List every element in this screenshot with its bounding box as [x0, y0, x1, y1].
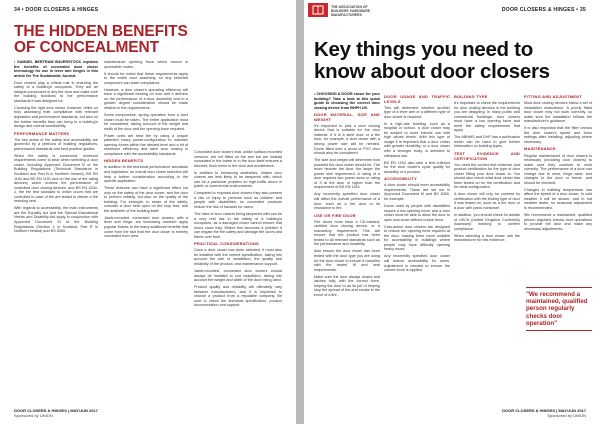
footer-title: DOOR CLOSERS & HINGES | MAY/JUN 2017 — [14, 408, 98, 413]
body-paragraph: Once a door closer has been selected, it must also be installed with the correct specification, taking into account the size of installation, the quality and reliability of the product, and maintenance support. — [194, 248, 282, 267]
footer-sponsor: Sponsored by UNION — [547, 413, 586, 418]
body-paragraph: It should be noted that these requirements apply to the entire door assembly, so any selected component can claim compliance. — [104, 71, 188, 85]
title-line: THE HIDDEN BENEFITS — [14, 23, 188, 40]
running-head: DOOR CLOSERS & HINGES • 35 — [501, 7, 586, 13]
footer-sponsor: Sponsored by UNION — [14, 413, 53, 418]
body-paragraph: Compared to exposed door closers they also present a risk of injury to persons such as children and people with disabilities, so concealed products reduce the risk of hazards for users. — [194, 191, 282, 210]
body-paragraph: Concealed door closers that, unlike surface-mounted versions, are not fitted on the arm but are instead concealed in the frame or in the door itself ensures a discreet, flush finish to the door and architecture. — [194, 150, 282, 168]
body-paragraph: A door closer should meet accessibility requirements. These are set out in Approved Document M and BS 8300, for example. — [384, 183, 450, 201]
article-title — [14, 24, 264, 56]
body-paragraph: Jamb-mounted, concealed door closers should always be installed to suit installation, taking into account the weight and width of the door being used. — [194, 269, 282, 283]
body-paragraph: In addition, you should check for details of UKCA (United Kingdom Conformity Assessed) marking to confirm compliance. — [454, 213, 520, 231]
pull-quote: "We recommend a maintained, qualified person regularly checks door operation" — [526, 287, 592, 331]
body-paragraph: When selecting a door closer, ask the manufacturer for this evidence. — [454, 233, 520, 243]
column-2 — [384, 92, 450, 275]
section-heading: PERFORMANCE MATTERS — [14, 130, 70, 136]
title-line: know about door closers — [314, 60, 550, 83]
body-paragraph: Any incorrectly specified door closer will reduce accessibility for users. Adjustment is needed to ensure the correct force is applied. — [384, 254, 450, 273]
body-paragraph: With regards to accessibility, the main instruments are the Equality Act and the Special Educational Needs and Disability Act apply in conjunction with Approved Document M of the Building Regulations (Section 4 in Scotland, Part R in Northern Ireland) and BS 8300. — [14, 206, 98, 234]
body-paragraph: Fire doors must have a CE-marked, certified door closing device, or a mandatory requirement. This will ensure that the product has been tested to all relevant standards such as fire performance and durability. — [314, 219, 380, 247]
title-line: Key things you need to — [314, 38, 533, 61]
body-paragraph: Make sure the door always closes and latches fully, with the correct force, helping the door to do its job of helping stop the spread of fire and smoke in the event of a fire. — [314, 274, 380, 297]
body-paragraph: The size and weight will determine how powerful the door closer should be. The more heavier the door, the larger the power size requirement. A rating of a door requires two power sizes or rating of 3 at the door or higher than the requirement of BS EN 1154. — [314, 158, 380, 190]
body-paragraph: BS EN 1154 also sets a test criterion for the door closer's cycle quality for durability of a product. — [384, 160, 450, 174]
body-paragraph: Product quality and reliability will ultimately vary between manufacturers, and it is important to choose a product from a reputable company. Be sure to check the technical specification, product documentation and support. — [194, 285, 282, 308]
section-heading: BUILDING TYPE — [454, 94, 488, 99]
section-heading: PRACTICAL CONSIDERATIONS — [194, 241, 259, 247]
page-footer — [14, 408, 98, 418]
body-paragraph: Any incorrectly specified door closer will affect the overall performance of a door, such as a fire door or its resistance to fire. — [314, 192, 380, 211]
logo-wordmark: THE ASSOCIATION OF BUILDERS' HARDWARE MANUFACTURERS — [331, 5, 371, 18]
body-paragraph: Some compromise, spring operation from a door closer must be taken. The entire application must be considered, taking account of the weight and width of the door and the opening force required. — [104, 112, 188, 131]
footer-title: DOOR CLOSERS & HINGES | MAY/JUN 2017 — [502, 408, 586, 413]
column-1 — [14, 60, 98, 236]
section-heading: ACCESSIBILITY — [384, 176, 418, 182]
left-page — [0, 0, 296, 424]
running-head: 34 • DOOR CLOSERS & HINGES — [14, 7, 99, 13]
column-3 — [454, 92, 520, 245]
body-paragraph: It's important to check the requirements for door closing devices in the building you are designing. In many public and commercial buildings, door closers must have a low opening force and meet the safety requirements that apply. — [454, 101, 520, 133]
article-title — [314, 39, 594, 83]
right-page — [304, 0, 600, 424]
section-heading: FITTING AND ADJUSTMENT — [524, 94, 582, 99]
body-paragraph: Jamb-mounted, concealed door closers, with a lever arm hinge, are increasing however apply popular thanks to the many additional benefits that come from the fact that the door closer is entirely concealed from view. — [104, 215, 188, 239]
body-paragraph: This will determine whether another type of a lever arm or a different type of door closer is required. — [384, 105, 450, 119]
column-2 — [104, 60, 188, 241]
body-paragraph: The ABHMS and DHF has a publication which can be used to give further information on building types. — [454, 135, 520, 149]
section-heading: DOOR MATERIAL, SIZE AND WEIGHT — [314, 112, 380, 122]
body-paragraph: Most door closing devices follow a set of installation instructions. A poorly fitted door closer may not work correctly, so make sure the installation follows the manufacturer's guidance. — [524, 101, 592, 124]
body-paragraph: The key areas of fire safety and accessibility are governed by a plethora of building regulations, performance standards and best practice guides. — [14, 137, 98, 151]
standfirst: • SAMUEL BERTRAM BAVERSTOCK explains the benefits of concealed door closer technology for use in lever arm hinges in this article for The Sustainable Journal. — [14, 60, 98, 78]
body-paragraph: Choosing the right door closer, however, relies on truly assessing their compliance with relevant legislation and performance standards, but also on the further benefits they can bring to a building's design and overall accessibility. — [14, 105, 99, 129]
body-paragraph: It is also important that the fitter checks the door closer's speed and force settings after installing, adjusting where necessary. — [524, 126, 592, 144]
body-paragraph: Also ensure the door closer has been tested with the door type you are using for the door closer to ensure it complies with the tested fit and seal requirements. — [314, 249, 380, 272]
body-paragraph: Cam-action door closers are designed to reduce the opening force required at the door, making them more suitable for accessibility in buildings where people may have difficulty opening heavy doors. — [384, 224, 450, 252]
body-paragraph: It's important to pick a door closing device that is suitable for the door material. If it is a steel door or a fire door, for example, a door closer with a strong power size will be needed. Doors fitted onto a wood or PVC door should also be considered. — [314, 123, 380, 156]
body-paragraph: In a high-use building, such as a hospital or school, a door closer may be subject to more intense use with high abuse levels. With this type of usage it is important that a door closer with greater durability, or a door closer with a stronger body, is selected to withstand use. — [384, 121, 450, 158]
body-paragraph: However, a door closer's operating efficiency will have a significant bearing on how well it delivers on the performance of a door assembly and to a greater degree consideration should be made relative to the requirements. — [104, 87, 188, 110]
body-paragraph: When fire safety is concerned, minimum requirements come to bear when selecting a door closer, including Approved Document B of the Building Regulations (Technical Standards in Scotland and Part B in Northern Ireland), BS EN 1154 and BS EN 1191 and on the use of fire rating devices) which reviews the performance of controlled door closing devices, and BS EN 1634-1, the fire test standard to which doors that are controlled in case of fire are tested to deliver a fire resisting seal. — [14, 153, 98, 204]
association-logo — [308, 3, 328, 17]
section-heading: USE OR FIRE DOOR — [314, 212, 356, 218]
body-paragraph: We recommend a maintained, qualified person regularly checks door operations to provide the door and make any necessary adjustments. — [524, 213, 592, 231]
title-line: OF CONCEALMENT — [14, 39, 159, 56]
section-heading: MAINTENANCE — [524, 146, 556, 152]
body-paragraph: Regular maintenance of door closers is necessary (including door closers) to make sure they continue to work correctly. The performance of a door can change due to wear, hinge wear, and changes in the door or frame, and should be checked. — [524, 153, 592, 185]
column-4 — [524, 92, 592, 234]
body-paragraph: Door closers play a critical role in ensuring the safety of a building's occupants. They are an integral component of any fire door and make sure the building functions to the performance standards it was designed for. — [14, 80, 98, 103]
body-paragraph: A door closer will only be covered by certification with the testing type of door it was tested on, such as a fire door or a door with panic hardware. — [454, 192, 520, 211]
body-paragraph: maintenance opening force which occurs in accessible routes. — [104, 60, 188, 69]
standfirst: • CHOOSING A DOOR closer for your building? Take a look at this quick guide to choosing the correct door closing device from BHPH UK. — [314, 92, 380, 110]
logo-mark-icon — [308, 3, 328, 17]
body-paragraph: Power units are best fire by using a unique patented rotary power-configuration to maintain opening forces within the desired level and a bit of maximum efficiency and latch door closing in compliance with the accessibility standards. — [104, 133, 188, 156]
body-paragraph: These features can have a significant effect not only on the safety of the door closer, and the door to perform reliably, but also on the quality of the building. For example, in areas of the safety, consider a door held open on fire loop test, and the aesthetic of the building itself. — [104, 186, 188, 213]
page-footer — [502, 408, 586, 418]
body-paragraph: You need the correct test evidence and product certification for the type of door closer fitting your door closer to. You should also check what door closer has been tested on for the certification and for what configuration. — [454, 162, 520, 190]
body-paragraph: In addition to the technical performance standards and legislation, an overall door closer selection will help a further consideration according to the specific application. — [104, 165, 189, 184]
body-paragraph: In addition to enhancing aesthetics, hidden door closers are less likely to be tampered with, which can be a particular problem on high-traffic doors in public or commercial environments. — [194, 170, 282, 189]
section-heading: HIDDEN BENEFITS — [104, 158, 144, 164]
column-1 — [314, 92, 380, 300]
section-heading: TEST EVIDENCE AND CERTIFICATION — [454, 151, 520, 161]
section-heading: DOOR USAGE AND TRAFFIC LEVELS — [384, 94, 450, 104]
body-paragraph: The risks of door closers being tampered with can be a very real risk in the safety of a building's occupants, as a damaged closer cannot ensure that doors close fully. Where this becomes a problem it can negate the fire safety and damage the doors and frame over time. — [194, 212, 282, 239]
body-paragraph: Doors used by people with disabilities require a low opening force, and a door closer must be able to allow the door to open and close without undue force. — [384, 203, 450, 222]
body-paragraph: Changes in building temperature can affect the speed of a door closer. In cold weather it will be slower, and in hot weather faster, so seasonal adjustment is recommended. — [524, 187, 592, 211]
column-3 — [194, 150, 282, 310]
